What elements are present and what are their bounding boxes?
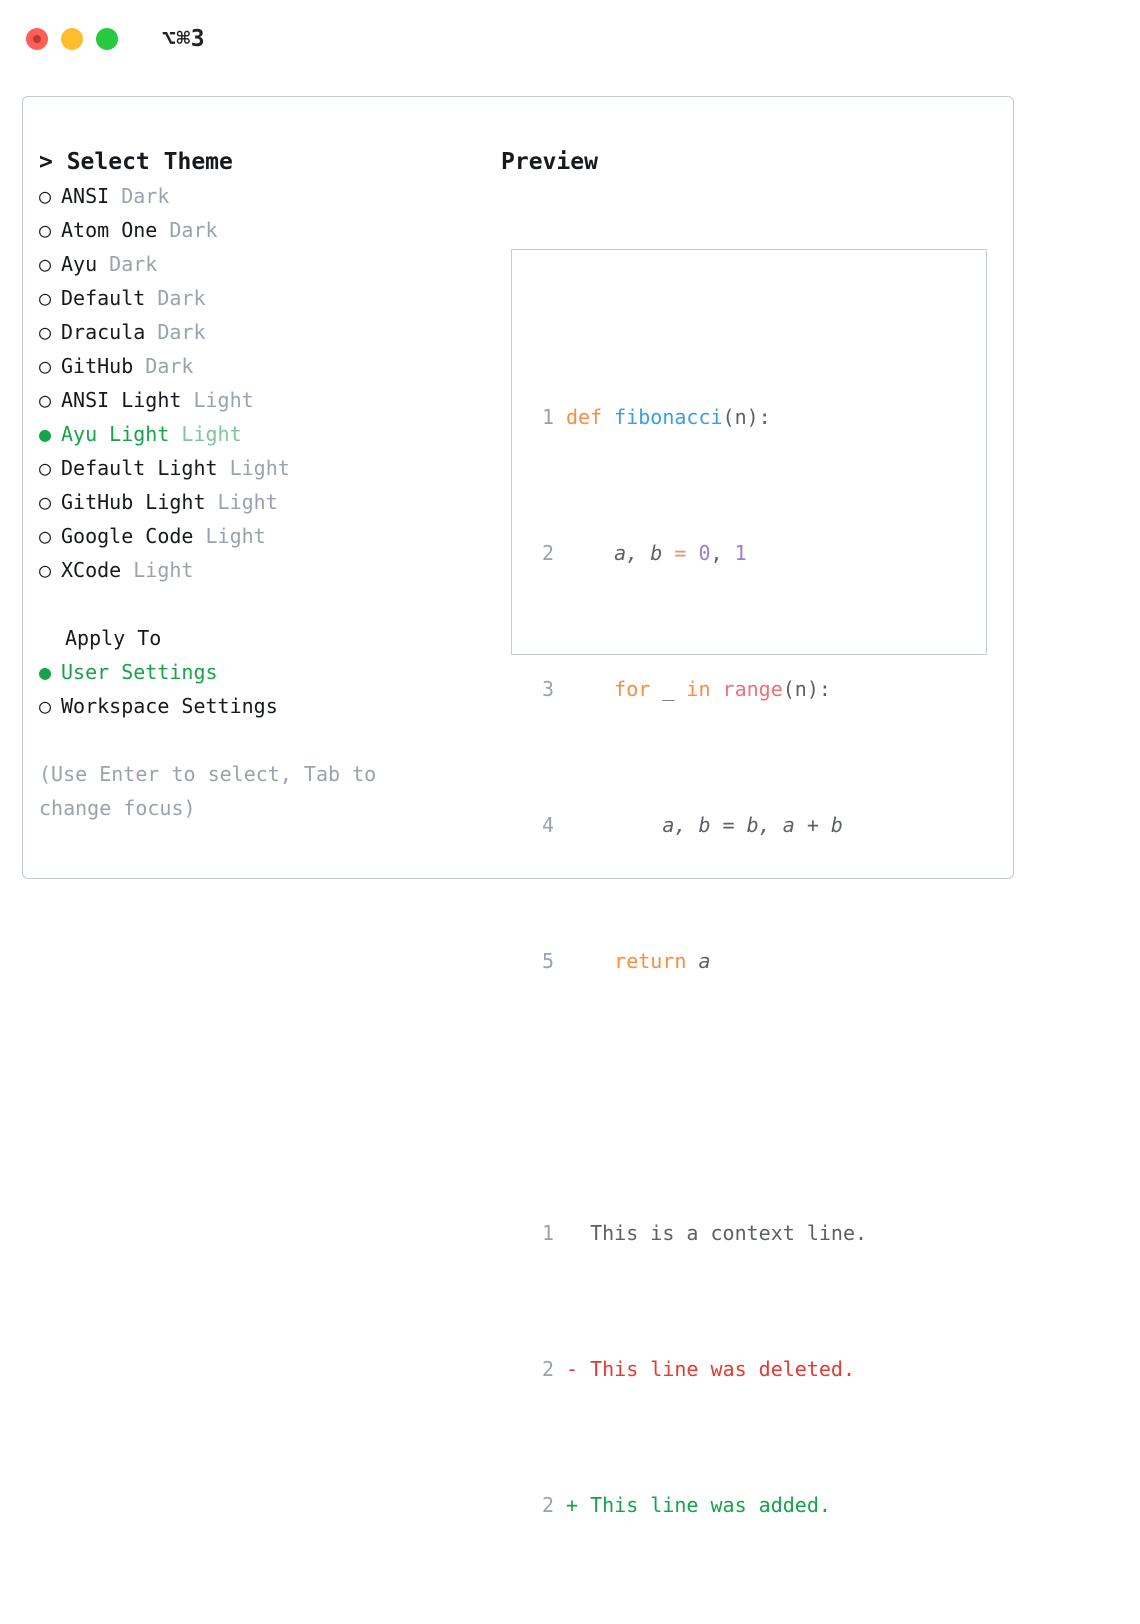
code-token: range [722,677,783,701]
preview-heading: Preview [501,149,598,175]
radio-icon: ○ [39,524,52,548]
apply-to-option-label: User Settings [61,660,218,684]
theme-option-atom-one-dark[interactable] [39,213,479,247]
close-window-button[interactable] [26,28,48,50]
theme-option-label: Atom One [61,218,158,242]
radio-icon: ○ [39,320,52,344]
theme-option-variant: Light [193,388,254,412]
diff-text: This line was deleted. [578,1357,855,1381]
diff-sign: + [566,1493,579,1517]
radio-icon: ○ [39,694,52,718]
theme-option-variant: Dark [157,320,206,344]
theme-option-variant: Light [133,558,194,582]
maximize-window-button[interactable] [96,28,118,50]
code-token: def [566,405,615,429]
apply-to-workspace-settings[interactable] [39,689,479,723]
code-token: (n): [722,405,771,429]
theme-option-label: GitHub Light [61,490,206,514]
preview-column [501,145,991,1517]
theme-option-ansi-dark[interactable] [39,179,479,213]
preview-code [526,298,867,1624]
line-number: 4 [541,813,554,837]
radio-icon: ○ [39,252,52,276]
line-number: 2 [541,541,554,565]
diff-text: This line was added. [578,1493,831,1517]
code-token: 1 [734,541,747,565]
traffic-lights [26,28,118,50]
theme-option-variant: Dark [109,252,158,276]
preview-box [511,249,987,1517]
theme-option-ayu-dark[interactable] [39,247,479,281]
radio-icon: ○ [39,558,52,582]
theme-option-default-dark[interactable] [39,281,479,315]
theme-option-variant: Light [205,524,266,548]
theme-option-dracula-dark[interactable] [39,315,479,349]
code-line [526,536,867,570]
theme-picker-panel [22,96,1014,1517]
theme-option-label: Ayu Light [61,422,170,446]
theme-option-github-dark[interactable] [39,349,479,383]
window-title-shortcut: ⌥⌘3 [162,26,206,52]
theme-option-label: Default [61,286,146,310]
radio-icon: ○ [39,490,52,514]
theme-option-label: Google Code [61,524,194,548]
code-token: for [566,677,663,701]
theme-option-xcode[interactable] [39,553,479,587]
theme-option-ansi-light[interactable] [39,383,479,417]
code-token: = [674,541,699,565]
theme-option-variant: Light [217,490,278,514]
theme-option-variant: Light [229,456,290,480]
code-line [526,944,867,978]
theme-option-default-light[interactable] [39,451,479,485]
diff-line-added [526,1488,867,1522]
radio-icon: ○ [39,388,52,412]
line-number: 1 [541,1221,554,1245]
radio-selected-icon: ● [39,660,52,684]
code-token: a [698,949,711,973]
theme-option-label: Dracula [61,320,146,344]
select-theme-heading: > Select Theme [39,149,233,175]
diff-text: This is a context line. [578,1221,868,1245]
theme-option-github-light[interactable] [39,485,479,519]
diff-line-context [526,1216,867,1250]
theme-option-label: XCode [61,558,122,582]
theme-option-variant: Dark [145,354,194,378]
theme-option-variant: Dark [169,218,218,242]
code-line [526,400,867,434]
theme-option-label: ANSI [61,184,110,208]
code-token: (n): [782,677,831,701]
code-token: _ [662,677,687,701]
theme-option-ayu-light[interactable] [39,417,479,451]
theme-selection-column [39,145,479,825]
radio-icon: ○ [39,456,52,480]
minimize-window-button[interactable] [61,28,83,50]
apply-to-option-label: Workspace Settings [61,694,278,718]
code-token: , [710,541,735,565]
radio-icon: ○ [39,354,52,378]
radio-icon: ○ [39,286,52,310]
theme-option-variant: Light [181,422,242,446]
code-token: 0 [698,541,711,565]
line-number: 2 [541,1493,554,1517]
code-token: in [686,677,723,701]
code-line [526,672,867,706]
theme-option-label: Default Light [61,456,218,480]
code-token: a, b = b, a + b [566,813,843,837]
theme-option-label: Ayu [61,252,98,276]
code-token: fibonacci [614,405,723,429]
apply-to-user-settings[interactable] [39,655,479,689]
code-line [526,808,867,842]
radio-icon: ○ [39,184,52,208]
line-number: 2 [541,1357,554,1381]
theme-option-variant: Dark [157,286,206,310]
line-number: 3 [541,677,554,701]
line-number: 1 [541,405,554,429]
line-number: 5 [541,949,554,973]
theme-option-label: GitHub [61,354,134,378]
diff-sign: - [566,1357,579,1381]
radio-icon: ○ [39,218,52,242]
theme-option-label: ANSI Light [61,388,182,412]
code-token: a, b [566,541,675,565]
radio-selected-icon: ● [39,422,52,446]
title-bar [0,0,1140,78]
code-token: return [566,949,699,973]
apply-to-label: Apply To [65,626,162,650]
code-blank-line [526,1080,867,1114]
keyboard-hint: (Use Enter to select, Tab to change focus) [39,762,377,820]
diff-line-deleted [526,1352,867,1386]
diff-sign [566,1221,578,1245]
theme-option-google-code[interactable] [39,519,479,553]
theme-option-variant: Dark [121,184,170,208]
